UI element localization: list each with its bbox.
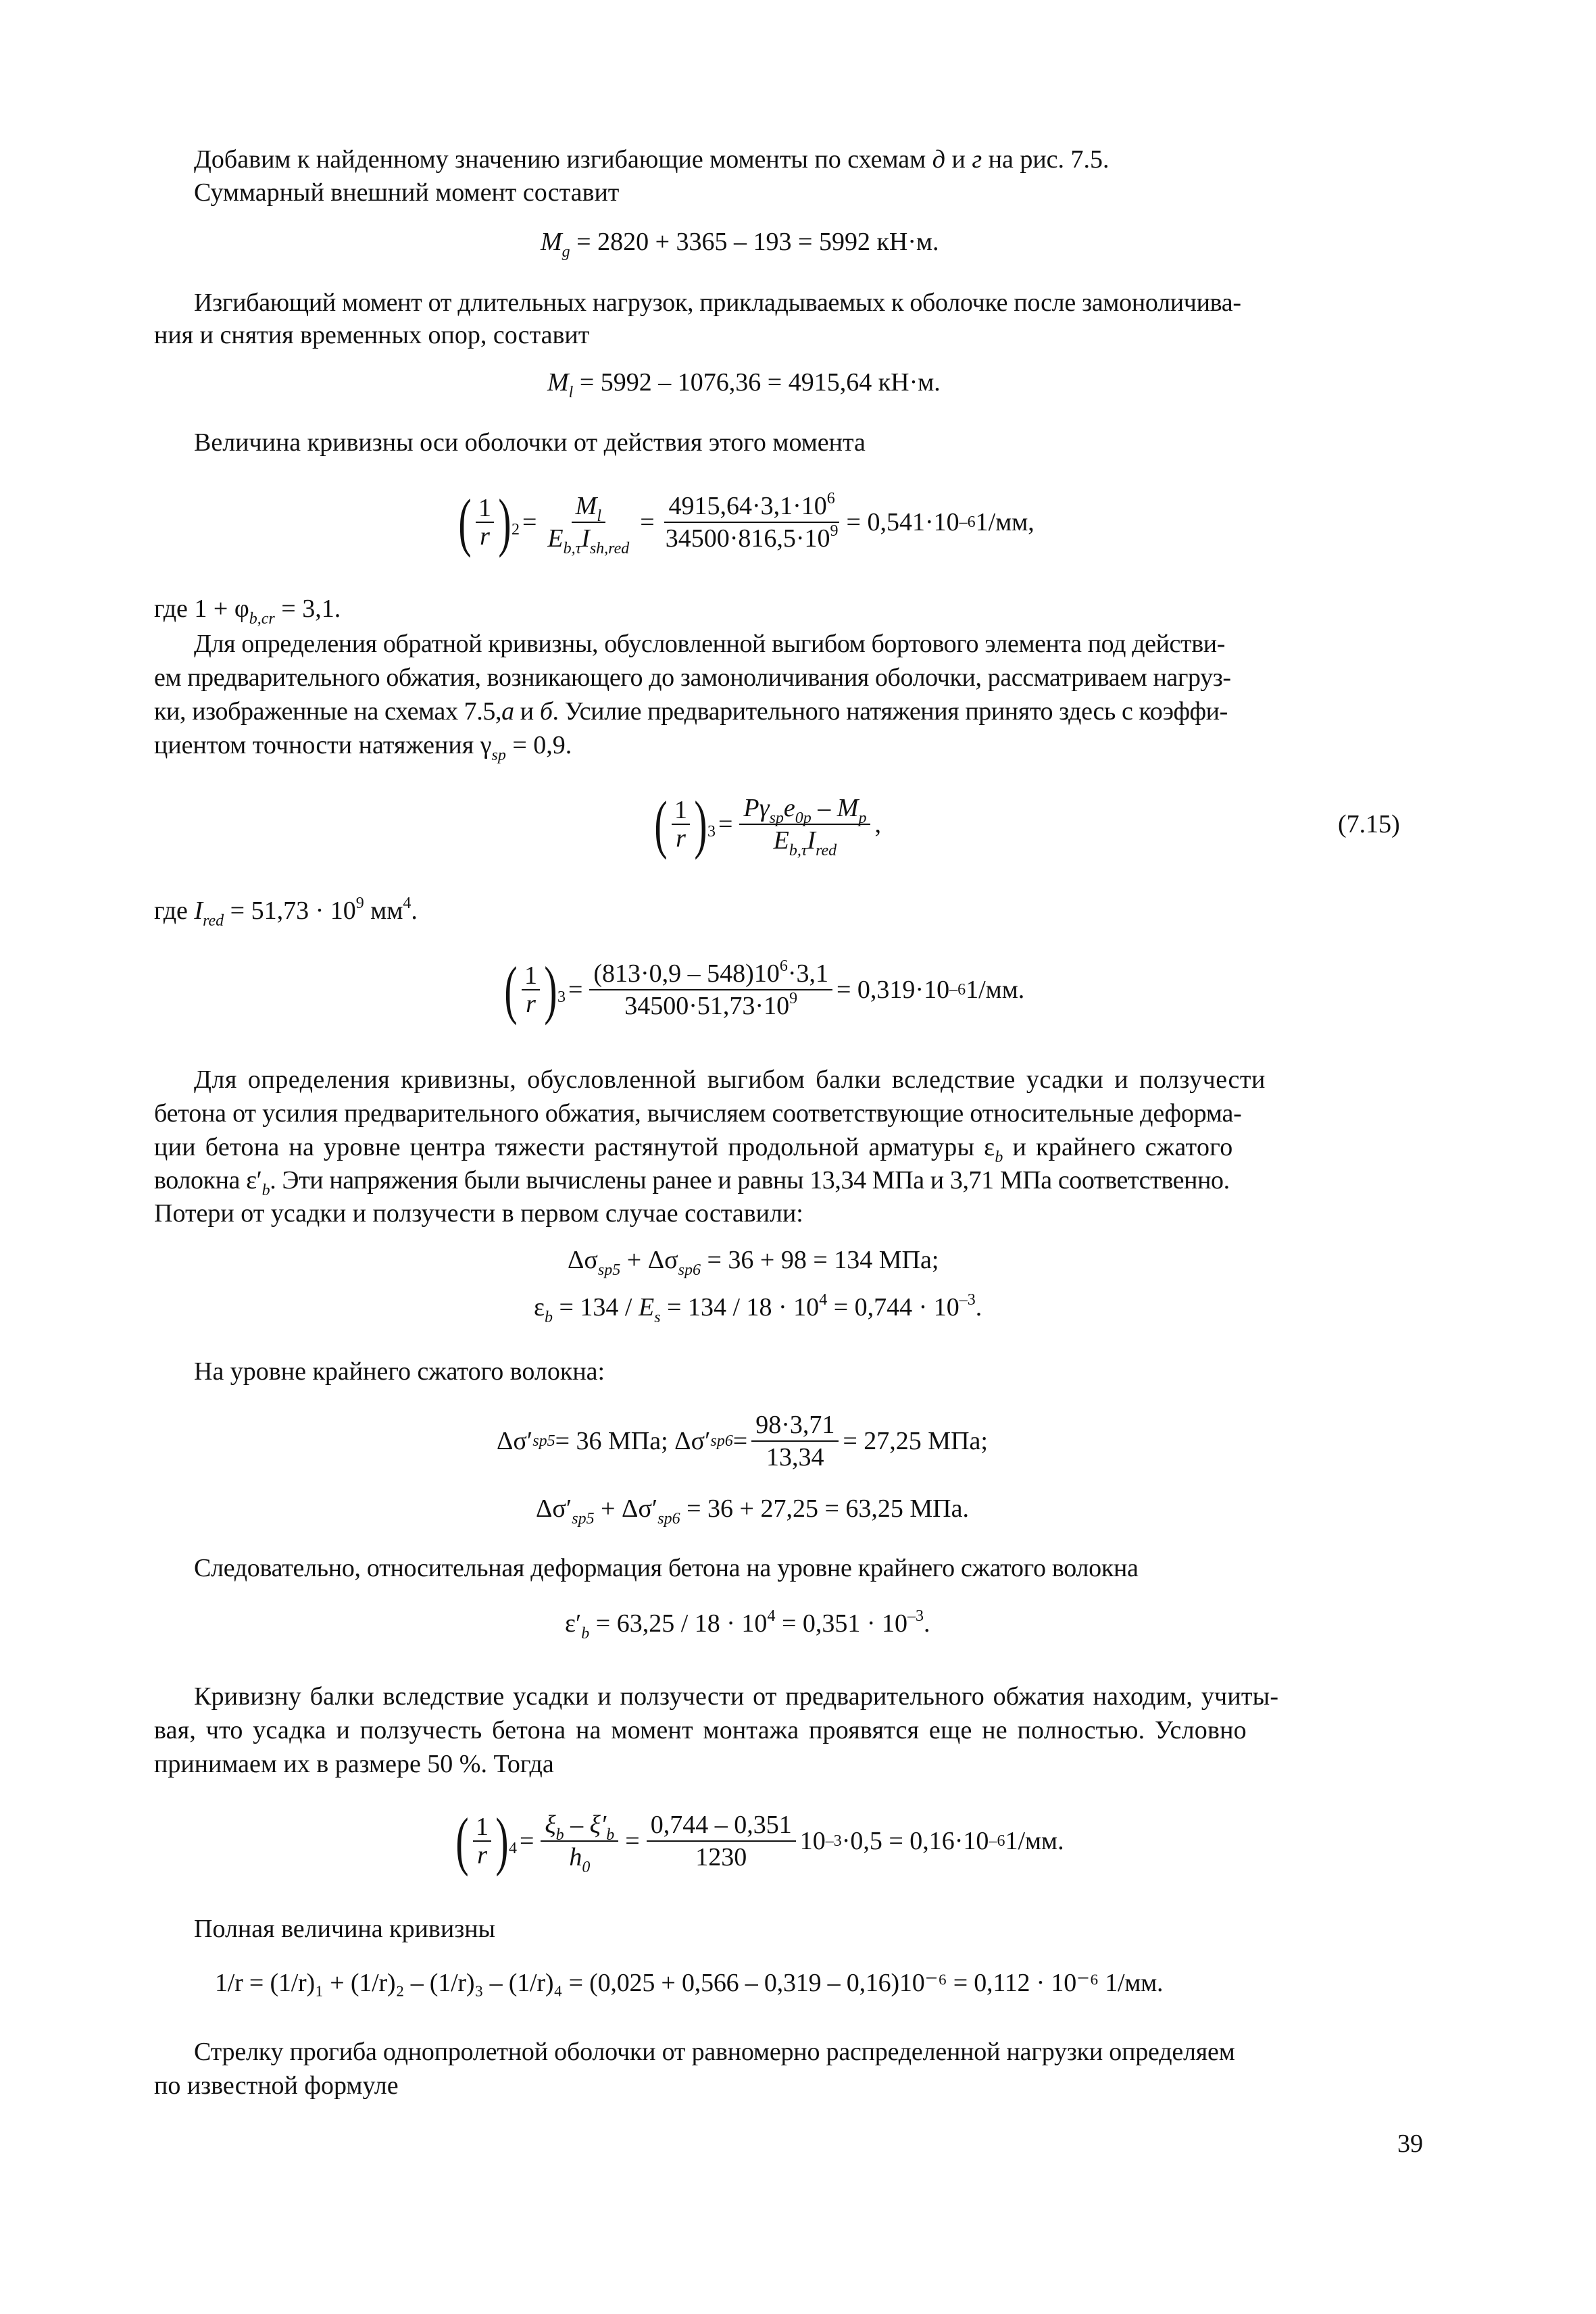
equation-number: (7.15) [1338,810,1400,838]
text: sh,red [589,540,630,557]
text: 1/мм. [1005,1827,1064,1855]
paragraph-line: бетона от усилия предварительного обжатия, вычисляем соответствующие относительные деформа- [154,1099,1242,1128]
text: 2 [511,521,520,538]
text: = [568,976,583,1004]
text: I [194,897,203,925]
paragraph-line [154,593,341,628]
text: = 0,744 · 10 [827,1293,959,1322]
text: M [547,368,569,397]
text: b [995,1149,1003,1166]
equation-strain-b [534,1291,982,1326]
text: = 36 + 27,25 = 63,25 МПа. [680,1494,969,1523]
text: p [858,809,867,827]
text: ε′ [565,1609,582,1638]
paragraph-line: На уровне крайнего сжатого волокна: [194,1357,605,1386]
text: sp [491,747,506,764]
text: 10 [799,1827,826,1855]
curvature-lhs: ( $\frac{1}{r}$ ) 3 [504,953,566,1026]
fraction [662,492,843,553]
equation-curvature-4: ( $\frac{1}{r}$ ) 4 = $\frac{\xi_b - \xi'_b}{h_0}$ = $\frac{0,744 - 0,351}{1230}$ 10 –3 ·0,5 = 0,16·10 –6 1/мм. [451,1797,1064,1885]
paragraph-line [154,1165,1230,1199]
text: 4 [403,895,412,912]
text: мм [364,897,403,925]
text: + Δσ′ [594,1494,658,1523]
curvature-lhs: ( $\frac{1}{r}$ ) 2 [458,486,520,558]
text: 1 [476,495,494,523]
text: 6 [779,957,788,975]
text: g [562,243,570,261]
paragraph-line [154,895,418,930]
text: r [526,990,536,1018]
text: , [874,810,881,838]
text: e [783,794,795,822]
text: s [654,1309,661,1326]
paragraph-line: ем предварительного обжатия, возникающего до замоноличивания оболочки, рассматриваем нагруз- [154,663,1231,692]
text: на рис. 7.5. [982,145,1109,174]
text: Добавим к найденному значению изгибающие моменты по схемам [194,145,932,174]
text: ции бетона на уровне центра тяжести растянутой продольной арматуры ε [154,1133,995,1161]
text: r [480,522,490,551]
text: 0p [795,809,812,827]
fraction [589,959,832,1020]
text: = 63,25 / 18 · 10 [589,1609,768,1638]
text: . Эти напряжения были вычислены ранее и равны 13,34 МПа и 3,71 МПа соответственно. [270,1166,1230,1194]
text: 1 [522,962,540,990]
text: 9 [830,522,839,540]
paragraph-line [194,144,1109,175]
text: ·3,1 [787,959,828,988]
text: и крайнего сжатого [1003,1133,1233,1161]
equation-long-moment [547,367,941,401]
equation-losses-sum-prime [536,1493,969,1528]
text: = [640,508,655,536]
text: r [477,1841,487,1869]
text: red [203,912,224,930]
text: = 134 / 18 · 10 [660,1293,820,1322]
text: b,τ [563,540,582,557]
text: 1 [473,1813,491,1842]
text: M [575,492,597,520]
fraction [647,1811,796,1871]
text: где [154,897,195,925]
paragraph-line: принимаем их в размере 50 %. Тогда [154,1750,554,1778]
text: 9 [355,895,364,912]
text: = 36 + 98 = 134 МПа; [700,1246,939,1274]
paragraph-line: Изгибающий момент от длительных нагрузок, прикладываемых к оболочке после замоноличива- [194,288,1241,317]
text: Δσ′ [536,1494,572,1523]
text: 13,34 [766,1443,824,1472]
text: = 3,1. [274,595,341,623]
text: l [568,384,574,401]
text: M [541,228,562,256]
text: и [945,145,972,174]
text: д [932,145,945,174]
text: . Усилие предварительного натяжения принято здесь с коэффи- [552,697,1228,726]
text: 1/мм, [975,508,1034,536]
equation-losses [568,1244,939,1279]
paragraph-line: Стрелку прогиба однопролетной оболочки от равномерно распределенной нагрузки определяем [194,2038,1235,2066]
text: = 0,541·10 [846,508,959,536]
text: = 2820 + 3365 – 193 = 5992 кН·м. [570,228,939,256]
fraction [739,794,870,859]
text: h [569,1843,582,1871]
text: b [581,1625,590,1642]
fraction [541,1811,618,1876]
curvature-lhs: ( $\frac{1}{r}$ ) 3 [654,788,716,860]
paragraph-line: Суммарный внешний момент составит [194,178,620,207]
text: 34500·51,73·10 [624,992,790,1020]
text: = 0,351 · 10 [775,1609,908,1638]
text: = 0,319·10 [837,976,950,1004]
text: red [816,842,837,859]
text: Δσ′ [497,1427,533,1455]
text: 9 [789,990,798,1007]
paragraph-line: Величина кривизны оси оболочки от действия этого момента [194,428,866,457]
equation-curvature-2: ( $\frac{1}{r}$ ) 2 = $\frac{M_l}{E_{b,\tau}I_{sh,red}}$ = $\frac{4915,64\cdot 3,1\cdot 10^6}{34500\cdot 816,5\cdot 10^9}$ = 0,541·10 –6 1/мм, [454,478,1034,566]
equation-7-15 [650,780,881,868]
paragraph-line: Для определения кривизны, обусловленной выгибом балки вследствие усадки и ползучести [194,1065,1266,1094]
equation-total-curvature: 1/r = (1/r)₁ + (1/r)₂ – (1/r)₃ – (1/r)₄ = (0,025 + 0,566 – 0,319 – 0,16)10⁻⁶ = 0,112 · 10⁻⁶ 1/мм. [215,1969,1164,1997]
text: I [807,826,816,855]
text: г [972,145,982,174]
text: 4 [767,1607,776,1625]
text: . [924,1609,930,1638]
paragraph-line: ния и снятия временных опор, составит [154,321,590,349]
text: Pγ [743,794,770,822]
paragraph-line: Кривизну балки вследствие усадки и ползучести от предварительного обжатия находим, учиты- [194,1682,1279,1711]
text: E [773,826,789,855]
paragraph-line: по известной формуле [154,2071,399,2100]
text: 1 [672,797,690,825]
text: 0 [582,1859,591,1876]
paragraph-line: Полная величина кривизны [194,1915,496,1943]
text: а [501,697,514,726]
paragraph-line [154,730,572,764]
text: б [539,697,553,726]
text: + Δσ [620,1246,678,1274]
fraction [751,1411,839,1472]
text: 3 [707,823,716,840]
equation-total-moment [541,226,939,261]
text: l [597,507,601,525]
text: ·0,5 = 0,16·10 [841,1827,989,1855]
text: b,τ [789,842,807,859]
text: –3 [907,1607,924,1625]
text: ε [534,1293,545,1322]
text: = 51,73 · 10 [224,897,356,925]
paragraph-line: Потери от усадки и ползучести в первом случае составили: [154,1199,803,1228]
text: 3 [557,988,566,1006]
equation-curvature-3: ( $\frac{1}{r}$ ) 3 = $\frac{(813\cdot 0,9 - 548)10^6\cdot 3,1}{34500\cdot 51,73\cdot 10^9}$ = 0,319·10 –6 1/мм. [500,946,1024,1034]
text: = [522,508,537,536]
text: sp5 [572,1510,595,1528]
text: b [544,1309,553,1326]
text: b [261,1182,270,1199]
text: – ξ′ [564,1811,607,1839]
equation-losses-prime: Δσ′ sp5 = 36 МПа; Δσ′ sp6 = $\frac{98\cdot 3,71}{13,34}$ = 27,25 МПа; [497,1411,988,1472]
paragraph-line: вая, что усадка и ползучесть бетона на момент монтажа проявятся еще не полностью. Условно [154,1716,1247,1744]
text: = [732,1427,748,1455]
text: где 1 + φ [154,595,249,623]
text: b [606,1826,615,1844]
fraction [543,492,633,557]
text: = [625,1827,640,1855]
text: b [555,1826,564,1844]
text: . [411,897,418,925]
text: (813·0,9 – 548)10 [593,959,780,988]
text: I [581,524,590,553]
text: = [519,1827,534,1855]
text: = 134 / [552,1293,639,1322]
text: sp6 [678,1261,701,1279]
text: –3 [959,1291,976,1309]
text: = 5992 – 1076,36 = 4915,64 кН·м. [573,368,941,397]
text: волокна ε′ [154,1166,262,1194]
paragraph-line [154,1132,1233,1166]
text: sp5 [597,1261,621,1279]
text: 1/мм. [966,976,1025,1004]
paragraph-line: Следовательно, относительная деформация бетона на уровне крайнего сжатого волокна [194,1554,1139,1582]
text: ξ [545,1811,556,1839]
equation-strain-b-prime [565,1607,930,1642]
text: E [638,1293,655,1322]
text: 4 [508,1840,517,1857]
text: = 27,25 МПа; [843,1427,988,1455]
page-number: 39 [1397,2130,1423,2158]
text: 1230 [695,1843,747,1871]
text: 98·3,71 [751,1411,839,1442]
text: r [676,824,686,853]
text: = 0,9. [505,731,572,759]
text: E [547,524,564,553]
text: 34500·816,5·10 [665,524,830,553]
text: 6 [826,490,835,507]
text: 0,744 – 0,351 [647,1811,796,1842]
text: = 36 МПа; Δσ′ [555,1427,711,1455]
text: = [718,810,733,838]
text: sp [769,809,784,827]
curvature-lhs: ( $\frac{1}{r}$ ) 4 [455,1805,517,1877]
text: Δσ [568,1246,598,1274]
paragraph-line [154,696,1228,727]
text: sp6 [657,1510,680,1528]
paragraph-line: Для определения обратной кривизны, обусловленной выгибом бортового элемента под действи- [194,630,1225,658]
text: и [514,697,540,726]
text: b,cr [249,610,275,628]
text: – M [811,794,859,822]
text: 4915,64·3,1·10 [668,492,827,520]
text: ки, изображенные на схемах 7.5, [154,697,502,726]
text: циентом точности натяжения γ [154,731,492,759]
text: . [975,1293,982,1322]
text: 4 [819,1291,828,1309]
